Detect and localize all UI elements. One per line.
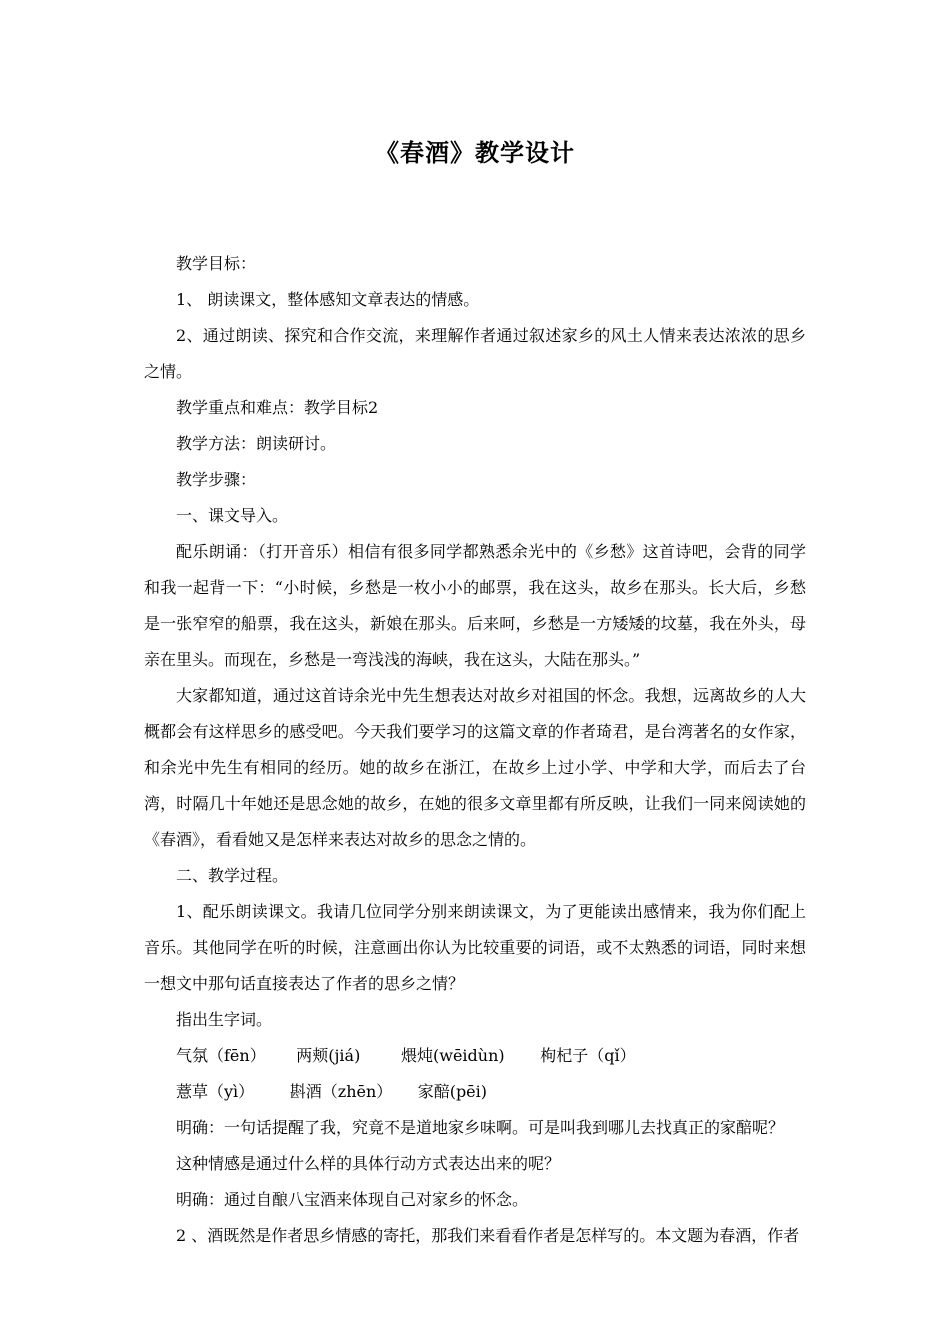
paragraph-vocab-heading: 指出生字词。 xyxy=(176,1010,273,1029)
section-heading-intro: 一、课文导入。 xyxy=(176,506,289,525)
paragraph-answer-1: 明确：一句话提醒了我，究竟不是道地家乡味啊。可是叫我到哪儿去找真正的家醅呢？ xyxy=(176,1118,785,1137)
vocab-line-1: 气氛（fēn） 两颊(jiá) 煨炖(wēidùn) 枸杞子（qǐ） xyxy=(176,1046,636,1065)
paragraph-question: 这种情感是通过什么样的具体行动方式表达出来的呢？ xyxy=(176,1154,561,1173)
section-heading-process: 二、教学过程。 xyxy=(176,866,289,885)
document-body xyxy=(144,246,806,1254)
paragraph-goals-heading: 教学目标： xyxy=(176,254,257,273)
paragraph-goal-2: 2、通过朗读、探究和合作交流，来理解作者通过叙述家乡的风土人情来表达浓浓的思乡之情。 xyxy=(144,326,806,381)
paragraph-reading-task: 1、配乐朗读课文。我请几位同学分别来朗读课文，为了更能读出感情来，我为你们配上音乐。其他同学在听的时候，注意画出你认为比较重要的词语，或不太熟悉的词语，同时来想一想文中那句话直接表达了作者的思乡之情？ xyxy=(144,902,806,993)
paragraph-answer-2: 明确：通过自酿八宝酒来体现自己对家乡的怀念。 xyxy=(176,1190,529,1209)
paragraph-key-points: 教学重点和难点：教学目标2 xyxy=(176,398,379,417)
paragraph-recitation: 配乐朗诵：（打开音乐）相信有很多同学都熟悉余光中的《乡愁》这首诗吧，会背的同学和我一起背一下：“小时候，乡愁是一枚小小的邮票，我在这头，故乡在那头。长大后，乡愁是一张窄窄的船票，我在这头，新娘在那头。后来呵，乡愁是一方矮矮的坟墓，我在外头，母亲在里头。而现在，乡愁是一弯浅浅的海峡，我在这头，大陆在那头。” xyxy=(144,542,806,669)
vocab-line-2: 薏草（yì） 斟酒（zhēn） 家醅(pēi) xyxy=(176,1082,488,1101)
paragraph-method: 教学方法：朗读研讨。 xyxy=(176,434,337,453)
paragraph-steps-heading: 教学步骤： xyxy=(176,470,257,489)
document-title: 《春酒》教学设计 xyxy=(375,139,575,167)
paragraph-goal-1: 1、 朗读课文，整体感知文章表达的情感。 xyxy=(176,290,480,309)
paragraph-step-2: 2 、酒既然是作者思乡情感的寄托，那我们来看看作者是怎样写的。本文题为春酒，作者 xyxy=(176,1226,800,1245)
paragraph-author-intro: 大家都知道，通过这首诗余光中先生想表达对故乡对祖国的怀念。我想，远离故乡的人大概都会有这样思乡的感受吧。今天我们要学习的这篇文章的作者琦君，是台湾著名的女作家，和余光中先生有相同的经历。她的故乡在浙江，在故乡上过小学、中学和大学，而后去了台湾，时隔几十年她还是思念她的故乡，在她的很多文章里都有所反映，让我们一同来阅读她的《春酒》，看看她又是怎样来表达对故乡的思念之情的。 xyxy=(144,686,806,849)
